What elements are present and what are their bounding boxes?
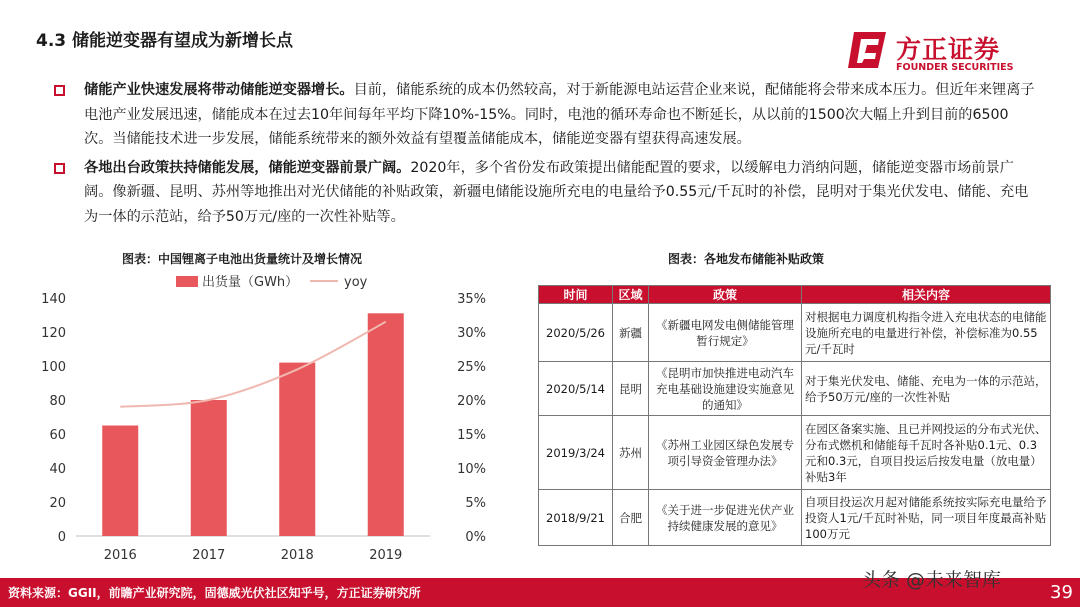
table-cell-content: 自项目投运次月起对储能系统按实际充电量给予投资人1元/千瓦时补贴，同一项目年度最高补贴100万元 [802, 490, 1051, 546]
table-cell-content: 在园区备案实施、且已并网投运的分布式光伏、分布式燃机和储能每千瓦时各补贴0.1元、0.3元和0.3元，自项目投运后按发电量（放电量）补贴3年 [802, 416, 1051, 490]
bar [191, 400, 227, 536]
section-title: 4.3 储能逆变器有望成为新增长点 [36, 31, 294, 51]
table-cell-region: 新疆 [613, 304, 649, 362]
table-cell-region: 昆明 [613, 362, 649, 416]
watermark: 头条 @未来智库 [862, 569, 1002, 591]
y2-axis-tick-label: 35% [457, 292, 486, 307]
y-axis-tick-label: 60 [49, 428, 66, 443]
bar [368, 313, 404, 536]
bullet-list [52, 78, 1036, 233]
table-row [539, 362, 1051, 416]
table-cell-time: 2020/5/26 [539, 304, 613, 362]
table-title: 图表：各地发布储能补贴政策 [668, 252, 825, 266]
table-cell-content: 对于集光伏发电、储能、充电为一体的示范站，给予50万元/座的一次性补贴 [802, 362, 1051, 416]
bullet-heading: 储能产业快速发展将带动储能逆变器增长。 [84, 82, 354, 98]
founder-logo-icon [848, 30, 888, 70]
y2-axis-tick-label: 10% [457, 462, 486, 477]
y2-axis-tick-label: 15% [457, 428, 486, 443]
bullet-item [52, 78, 1036, 152]
bullet-text: 2020年，多个省份发布政策提出储能配置的要求，以缓解电力消纳问题，储能逆变器市场前景广阔。像新疆、昆明、苏州等地推出对光伏储能的补贴政策，新疆电储能设施所充电的电量给予0.55元/千瓦时的补偿，昆明对于集光伏发电、储能、充电为一体的示范站，给予50万元/座的一次性补贴等。 [84, 159, 1029, 225]
logo-english-name: FOUNDER SECURITIES [896, 62, 1014, 73]
bar [279, 363, 315, 536]
table-cell-content: 对根据电力调度机构指令进入充电状态的电储能设施所充电的电量进行补偿，补偿标准为0.55元/千瓦时 [802, 304, 1051, 362]
y-axis-tick-label: 80 [49, 394, 66, 409]
y-axis-tick-label: 100 [41, 360, 66, 375]
bar [102, 426, 138, 537]
table-cell-policy: 《昆明市加快推进电动汽车充电基础设施建设实施意见的通知》 [649, 362, 802, 416]
page-number: 39 [1050, 582, 1073, 603]
table-cell-time: 2019/3/24 [539, 416, 613, 490]
table-header-policy: 政策 [649, 286, 802, 304]
table-cell-policy: 《关于进一步促进光伏产业持续健康发展的意见》 [649, 490, 802, 546]
legend-swatch-bar [176, 276, 198, 287]
battery-shipment-chart [30, 268, 500, 573]
table-row [539, 304, 1051, 362]
bullet-item [52, 156, 1036, 230]
y2-axis-tick-label: 0% [465, 530, 486, 545]
legend-label-shipments: 出货量（GWh） [202, 275, 299, 290]
policy-table [538, 285, 1051, 546]
y2-axis-tick-label: 5% [465, 496, 486, 511]
table-header-time: 时间 [539, 286, 613, 304]
y-axis-tick-label: 120 [41, 326, 66, 341]
x-axis-tick-label: 2017 [192, 548, 226, 563]
bullet-square-icon [54, 85, 65, 96]
x-axis-tick-label: 2018 [280, 548, 314, 563]
x-axis-tick-label: 2016 [103, 548, 137, 563]
source-note: 资料来源：GGII，前瞻产业研究院，固德威光伏社区知乎号，方正证券研究所 [8, 586, 421, 600]
table-cell-region: 合肥 [613, 490, 649, 546]
x-axis-tick-label: 2019 [369, 548, 403, 563]
bullet-text: 目前，储能系统的成本仍然较高，对于新能源电站运营企业来说，配储能将会带来成本压力。但近年来锂离子电池产业发展迅速，储能成本在过去10年间每年平均下降10%-15%。同时，电池的循环寿命也不断延长，从以前的1500次大幅上升到目前的6500次。当储能技术进一步发展，储能系统带来的额外效益有望覆盖储能成本，储能逆变器有望获得高速发展。 [84, 82, 1035, 147]
bullet-square-icon [54, 163, 65, 174]
table-row [539, 490, 1051, 546]
founder-securities-logo [848, 30, 1028, 80]
table-row [539, 416, 1051, 490]
y2-axis-tick-label: 30% [457, 326, 486, 341]
table-header-region: 区域 [613, 286, 649, 304]
table-cell-region: 苏州 [613, 416, 649, 490]
yoy-line [120, 322, 386, 407]
legend-label-yoy: yoy [344, 275, 368, 290]
table-header-content: 相关内容 [802, 286, 1051, 304]
y2-axis-tick-label: 25% [457, 360, 486, 375]
y-axis-tick-label: 0 [57, 530, 66, 545]
y-axis-tick-label: 140 [41, 292, 66, 307]
y2-axis-tick-label: 20% [457, 394, 486, 409]
chart-title: 图表：中国锂离子电池出货量统计及增长情况 [122, 252, 363, 266]
y-axis-tick-label: 40 [49, 462, 66, 477]
table-cell-policy: 《苏州工业园区绿色发展专项引导资金管理办法》 [649, 416, 802, 490]
table-header-row [539, 286, 1051, 304]
bullet-heading: 各地出台政策扶持储能发展，储能逆变器前景广阔。 [84, 159, 411, 176]
table-cell-time: 2020/5/14 [539, 362, 613, 416]
y-axis-tick-label: 20 [49, 496, 66, 511]
table-cell-time: 2018/9/21 [539, 490, 613, 546]
logo-chinese-name: 方正证券 [896, 35, 1001, 64]
table-cell-policy: 《新疆电网发电侧储能管理暂行规定》 [649, 304, 802, 362]
